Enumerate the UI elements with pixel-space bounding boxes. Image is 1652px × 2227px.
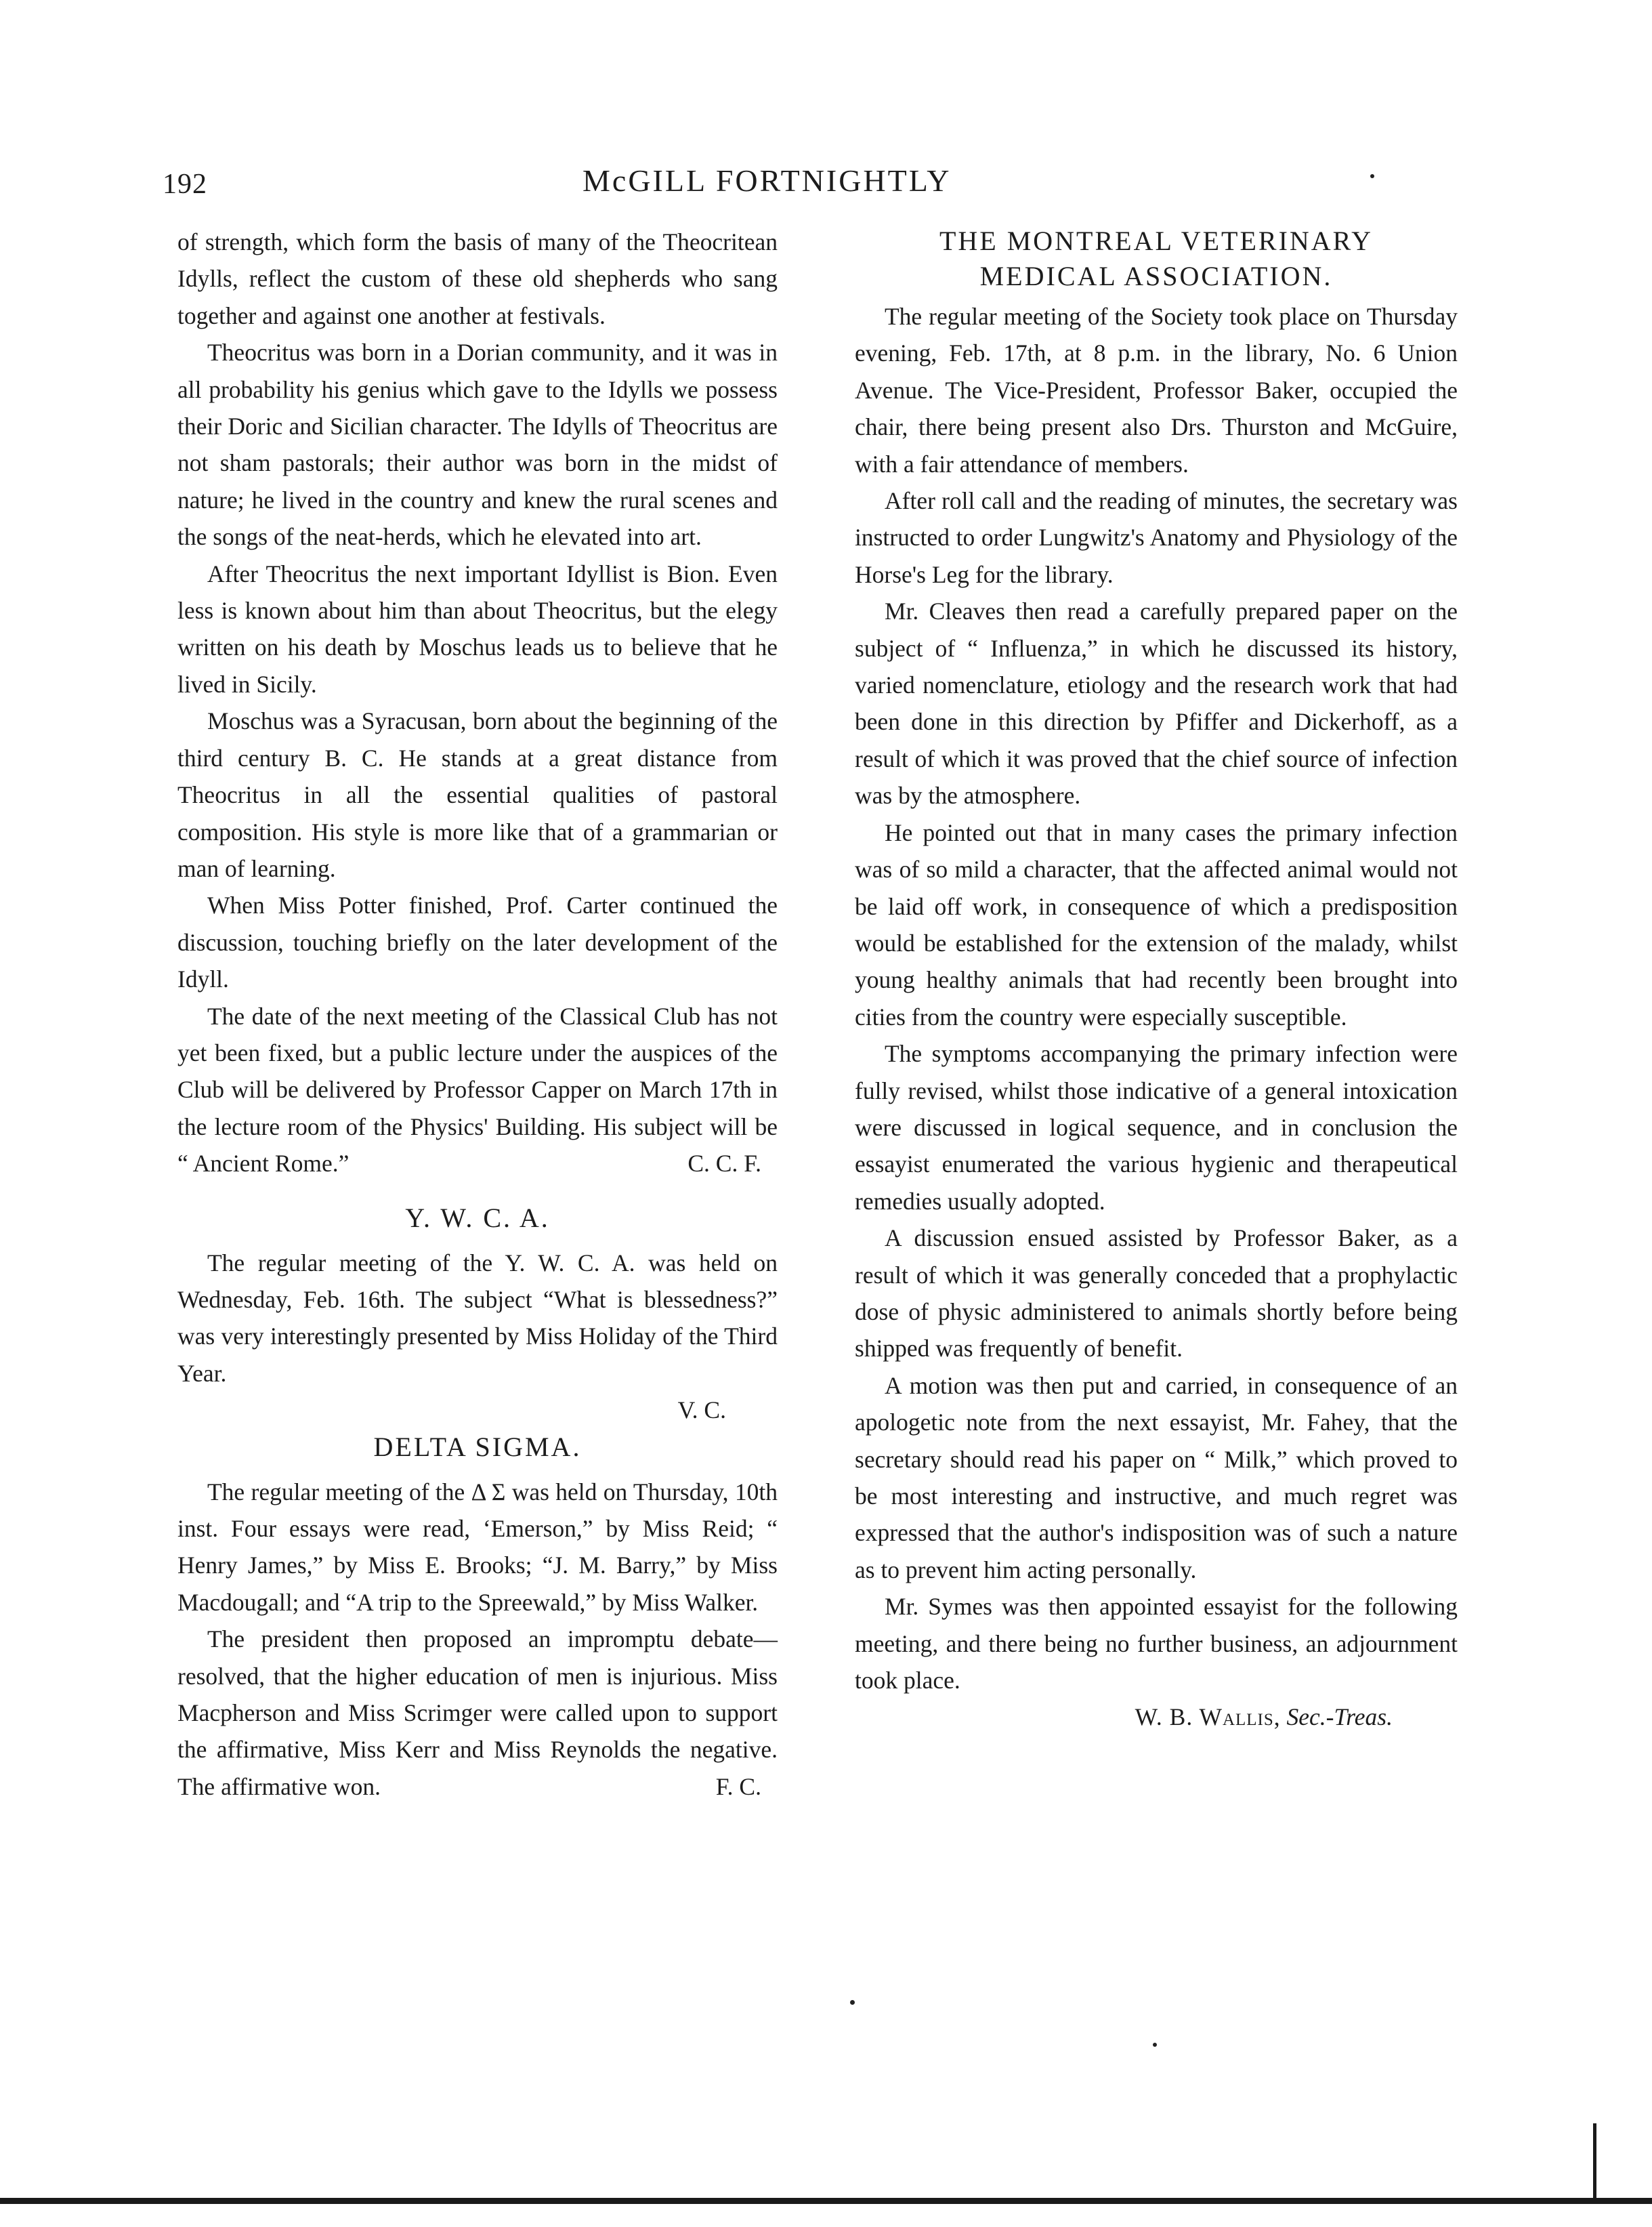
page-bottom-rule <box>0 2198 1652 2204</box>
paragraph: A motion was then put and carried, in consequence of an apologetic note from the next essayist, Mr. Fahey, that the secretary should read his paper on “ Milk,” which proved to be most interesting and instructive, and much regret was expressed that the author's indisposition was of such a nature as to prevent him acting personally. <box>855 1371 1458 1583</box>
paragraph: Mr. Cleaves then read a carefully prepared paper on the subject of “ Influenza,” in which he discussed its history, varied nomenclature, etiology and the research work that had been done in this direction by Pfiffer and Dickerhoff, as a result of which it was proved that the chief source of infection was by the atmosphere. <box>855 598 1458 810</box>
paragraph: The regular meeting of the Y. W. C. A. was held on Wednesday, Feb. 16th. The subject “What is blessedness?” was very interestingly presented by Miss Holiday of the Third Year. <box>177 1249 778 1387</box>
paragraph: He pointed out that in many cases the primary infection was of so mild a character, that the affected animal would not be laid off work, in consequence of which a predisposition would be established for the extension of the malady, whilst young healthy animals that had recently been brought into cities from the country were especially susceptible. <box>855 818 1458 1031</box>
print-speck <box>1370 174 1374 178</box>
paragraph: of strength, which form the basis of many of the Theocritean Idylls, reflect the custom of these old shepherds who sang together and against one another at festivals. <box>177 228 778 329</box>
paragraph: Mr. Symes was then appointed essayist for the following meeting, and there being no further business, an adjournment took place. <box>855 1593 1458 1694</box>
signature <box>855 1699 1458 1735</box>
paragraph: The symptoms accompanying the primary infection were fully revised, whilst those indicative of a general intoxication were discussed in logical sequence, and in conclusion the essayist enumerated the various hygienic and therapeutical remedies usually adopted. <box>855 1040 1458 1215</box>
section-title-ywca: Y. W. C. A. <box>405 1202 550 1233</box>
running-head: McGILL FORTNIGHTLY <box>583 163 952 198</box>
section-title-delta-sigma: DELTA SIGMA. <box>373 1431 582 1462</box>
paragraph: The regular meeting of the Society took place on Thursday evening, Feb. 17th, at 8 p.m. in the library, No. 6 Union Avenue. The Vice-President, Professor Baker, occupied the chair, there being present also Drs. Thurston and McGuire, with a fair attendance of members. <box>855 303 1458 478</box>
paragraph <box>177 1621 778 1805</box>
right-column <box>855 224 1458 1736</box>
section-title-line-2: MEDICAL ASSOCIATION. <box>979 261 1333 291</box>
section-title-line-1: THE MONTREAL VETERINARY <box>939 226 1374 256</box>
paragraph: After roll call and the reading of minutes, the secretary was instructed to order Lungwitz's Anatomy and Physiology of the Horse's Leg for the library. <box>855 487 1458 588</box>
page-number: 192 <box>163 169 207 200</box>
paragraph: A discussion ensued assisted by Professor Baker, as a result of which it was generally conceded that a prophylactic dose of physic administered to animals shortly before being shipped was frequently of benefit. <box>855 1224 1458 1362</box>
print-speck <box>850 2000 855 2005</box>
paragraph <box>177 998 778 1182</box>
page-edge-mark <box>1593 2123 1596 2199</box>
paragraph-text: The date of the next meeting of the Classical Club has not yet been fixed, but a public lecture under the auspices of the Club will be delivered by Professor Capper on March 17th in the lecture room of the Physics' Building. His subject will be “ Ancient Rome.” <box>177 1002 778 1178</box>
paragraph: Moschus was a Syracusan, born about the beginning of the third century B. C. He stands at a great distance from Theocritus in all the essential qualities of pastoral composition. His style is more like that of a grammarian or man of learning. <box>177 707 778 882</box>
signature: C. C. F. <box>687 1150 761 1178</box>
print-speck <box>1153 2043 1157 2047</box>
paragraph: When Miss Potter finished, Prof. Carter continued the discussion, touching briefly on the later development of the Idyll. <box>177 892 778 993</box>
paragraph: Theocritus was born in a Dorian community, and it was in all probability his genius which gave to the Idylls we possess their Doric and Sicilian character. The Idylls of Theocritus are not sham pastorals; their author was born in the midst of nature; he lived in the country and knew the rural scenes and the songs of the neat-herds, which he elevated into art. <box>177 339 778 551</box>
left-column <box>177 224 778 1805</box>
signature-name: W. B. Wallis, <box>1135 1703 1281 1731</box>
paragraph: After Theocritus the next important Idyllist is Bion. Even less is known about him than about Theocritus, but the elegy written on his death by Moschus leads us to believe that he lived in Sicily. <box>177 560 778 698</box>
signature: V. C. <box>677 1396 726 1424</box>
paragraph-text: The president then proposed an impromptu debate—resolved, that the higher education of men is injurious. Miss Macpherson and Miss Scrimger were called upon to support the affirmative, Miss Kerr and Miss Reynolds the negative. The affirmative won. <box>177 1625 778 1800</box>
signature: F. C. <box>715 1772 761 1800</box>
paragraph: The regular meeting of the Δ Σ was held on Thursday, 10th inst. Four essays were read, ‘Emerson,” by Miss Reid; “ Henry James,” by Miss E. Brooks; “J. M. Barry,” by Miss Macdougall; and “A trip to the Spreewald,” by Miss Walker. <box>177 1478 778 1616</box>
signature-role: Sec.-Treas. <box>1286 1703 1393 1731</box>
